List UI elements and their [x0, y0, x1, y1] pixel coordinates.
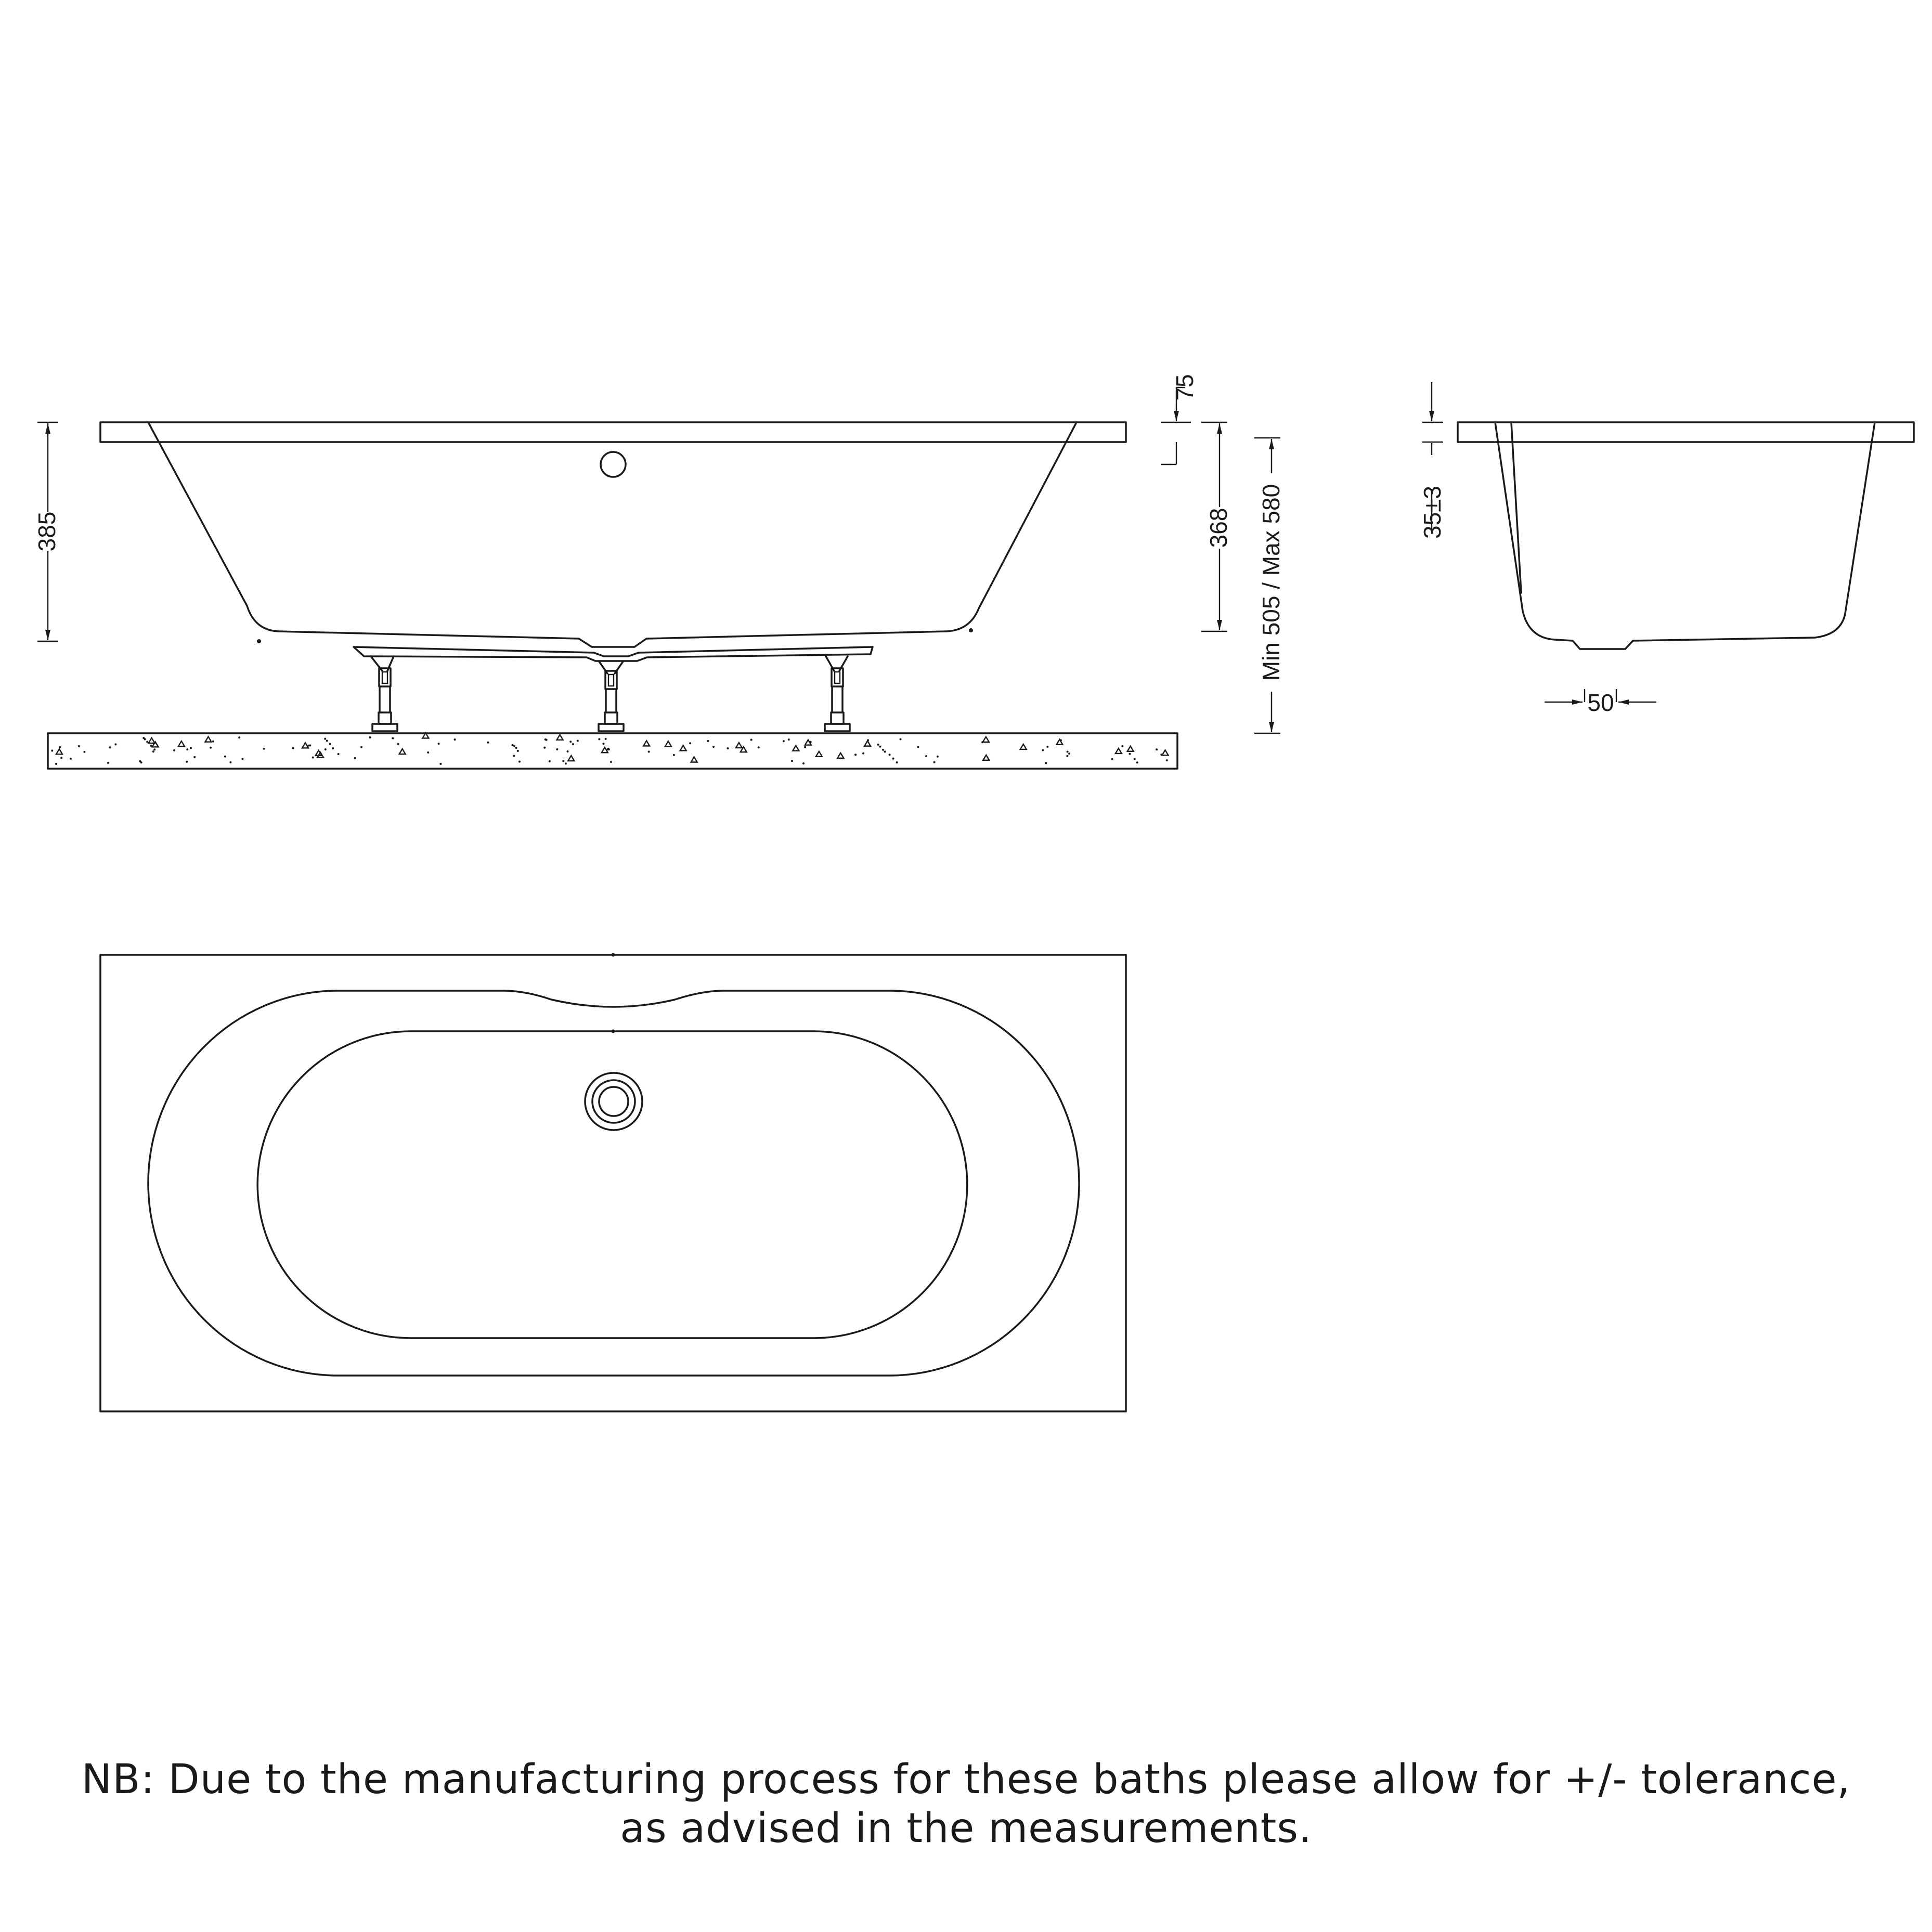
concrete-aggregate	[56, 749, 62, 754]
concrete-speck	[1067, 750, 1069, 753]
overflow-outlet	[601, 452, 626, 477]
concrete-speck	[360, 746, 362, 748]
dimension-inner-depth	[1201, 422, 1232, 631]
adjustable-leg-right	[825, 656, 850, 731]
leg-frame	[354, 647, 873, 661]
concrete-speck	[1134, 758, 1136, 760]
concrete-speck	[1129, 753, 1131, 755]
concrete-speck	[1166, 759, 1168, 761]
concrete-speck	[70, 758, 72, 760]
concrete-speck	[144, 738, 146, 741]
concrete-speck	[515, 747, 517, 749]
concrete-aggregate	[557, 735, 563, 740]
concrete-aggregate	[149, 738, 155, 743]
concrete-speck	[369, 736, 371, 738]
floor-slab	[48, 733, 1177, 769]
concrete-speck	[212, 741, 214, 743]
concrete-speck	[140, 761, 142, 763]
dimension-rim-thickness	[1161, 374, 1198, 464]
concrete-aggregate	[680, 745, 686, 750]
dimension-end-rim	[1419, 382, 1446, 539]
end-rim-top	[1458, 422, 1914, 442]
concrete-speck	[1068, 753, 1070, 755]
concrete-aggregate	[1116, 748, 1122, 754]
concrete-aggregate	[793, 746, 799, 751]
concrete-speck	[186, 748, 188, 750]
concrete-speck	[1060, 739, 1062, 741]
concrete-speck	[566, 750, 568, 753]
concrete-speck	[598, 738, 600, 740]
concrete-speck	[224, 756, 226, 758]
concrete-aggregate	[643, 741, 650, 746]
dimension-label-35: 35±3	[1419, 486, 1446, 539]
tolerance-note-line-2: as advised in the measurements.	[620, 1805, 1312, 1852]
dimension-label-50: 50	[1587, 689, 1614, 716]
concrete-speck	[892, 758, 894, 760]
bath-body-outline	[148, 422, 1077, 647]
dimension-base-step	[1545, 689, 1656, 716]
concrete-speck	[673, 754, 675, 756]
concrete-speck	[517, 750, 519, 752]
concrete-aggregate	[665, 741, 671, 746]
concrete-speck	[186, 761, 188, 763]
concrete-speck	[513, 755, 515, 757]
concrete-speck	[549, 760, 551, 762]
concrete-speck	[439, 763, 442, 765]
concrete-aggregate	[816, 751, 822, 757]
concrete-speck	[689, 742, 691, 744]
concrete-aggregate	[983, 755, 989, 760]
concrete-aggregate	[568, 756, 574, 761]
concrete-speck	[900, 738, 902, 740]
concrete-speck	[312, 756, 314, 758]
concrete-speck	[791, 760, 793, 762]
concrete-speck	[324, 738, 326, 740]
concrete-aggregate	[1162, 750, 1168, 755]
concrete-speck	[758, 746, 760, 748]
concrete-speck	[1046, 746, 1048, 748]
concrete-speck	[354, 757, 356, 759]
dimension-label-75: 75	[1171, 374, 1198, 401]
concrete-speck	[565, 762, 567, 764]
concrete-aggregate	[399, 749, 406, 754]
concrete-speck	[933, 761, 936, 763]
side-elevation	[33, 374, 1285, 769]
concrete-speck	[518, 760, 521, 762]
concrete-speck	[543, 747, 546, 749]
plan-outline	[100, 955, 1126, 1411]
end-elevation	[1419, 382, 1914, 716]
concrete-speck	[511, 744, 513, 746]
dimension-label-min-max: Min 505 / Max 580	[1257, 484, 1285, 681]
concrete-speck	[332, 747, 334, 749]
concrete-aggregate	[736, 743, 742, 748]
concrete-speck	[83, 751, 85, 753]
concrete-speck	[51, 749, 53, 751]
concrete-speck	[802, 762, 805, 764]
concrete-speck	[241, 758, 243, 760]
concrete-speck	[648, 750, 650, 753]
concrete-aggregate	[178, 741, 185, 746]
concrete-speck	[1156, 748, 1158, 750]
concrete-speck	[602, 743, 604, 745]
concrete-speck	[879, 746, 881, 748]
adjustable-leg-left	[371, 656, 397, 731]
concrete-speck	[513, 745, 515, 747]
concrete-speck	[152, 750, 154, 753]
concrete-speck	[78, 745, 80, 747]
concrete-speck	[190, 747, 192, 749]
concrete-speck	[229, 761, 231, 763]
concrete-speck	[562, 760, 564, 762]
concrete-speck	[877, 744, 879, 746]
concrete-speck	[1111, 758, 1113, 760]
concrete-aggregate	[205, 737, 211, 742]
concrete-speck	[392, 737, 394, 740]
concrete-speck	[454, 738, 456, 741]
concrete-speck	[608, 748, 610, 750]
concrete-speck	[981, 741, 983, 743]
concrete-aggregate	[864, 741, 871, 746]
concrete-speck	[210, 747, 212, 749]
end-body-outline	[1495, 422, 1875, 649]
concrete-speck	[810, 741, 812, 743]
concrete-speck	[326, 740, 328, 742]
concrete-speck	[329, 743, 331, 745]
concrete-speck	[610, 761, 612, 763]
concrete-speck	[707, 740, 709, 742]
concrete-speck	[307, 745, 309, 747]
concrete-speck	[544, 738, 547, 741]
concrete-speck	[925, 755, 927, 757]
concrete-speck	[114, 743, 116, 745]
dimension-overall-height	[33, 422, 60, 641]
concrete-speck	[750, 738, 753, 741]
concrete-speck	[1042, 749, 1044, 751]
concrete-hatching	[51, 733, 1168, 764]
concrete-speck	[173, 749, 175, 751]
concrete-speck	[487, 742, 489, 744]
concrete-speck	[572, 743, 574, 745]
concrete-speck	[556, 748, 558, 750]
concrete-speck	[153, 748, 155, 750]
concrete-speck	[884, 750, 886, 753]
plan-view	[100, 953, 1126, 1412]
plan-outer-bowl	[148, 991, 1079, 1376]
concrete-aggregate	[1020, 744, 1027, 749]
concrete-aggregate	[317, 753, 323, 758]
concrete-speck	[150, 745, 152, 747]
concrete-speck	[1136, 761, 1138, 763]
concrete-aggregate	[691, 757, 697, 762]
plan-inner-bowl	[257, 1031, 967, 1338]
dimension-label-385: 385	[33, 511, 60, 552]
concrete-speck	[238, 736, 240, 738]
concrete-speck	[788, 738, 790, 741]
concrete-speck	[109, 746, 111, 748]
concrete-speck	[1045, 762, 1047, 764]
concrete-aggregate	[983, 737, 989, 742]
concrete-speck	[193, 756, 196, 758]
concrete-speck	[55, 763, 57, 765]
concrete-speck	[1121, 745, 1123, 747]
concrete-speck	[727, 747, 729, 749]
dimension-floor-to-rim	[1254, 438, 1285, 733]
dimension-label-368: 368	[1205, 508, 1232, 548]
concrete-aggregate	[1127, 746, 1134, 751]
concrete-speck	[427, 751, 429, 754]
concrete-speck	[804, 746, 806, 748]
concrete-speck	[338, 753, 340, 755]
concrete-speck	[263, 748, 265, 750]
tolerance-note-line-1: NB: Due to the manufacturing process for these baths please allow for +/- tolerance,	[81, 1756, 1851, 1803]
concrete-speck	[146, 741, 148, 743]
concrete-speck	[889, 754, 891, 756]
adjustable-leg-center	[599, 662, 624, 731]
concrete-speck	[917, 746, 919, 748]
tolerance-note	[0, 1755, 1932, 1853]
concrete-speck	[783, 740, 785, 742]
concrete-speck	[896, 761, 898, 763]
bath-rim-top	[100, 422, 1126, 442]
concrete-speck	[712, 746, 715, 748]
concrete-speck	[1066, 755, 1068, 757]
concrete-speck	[397, 743, 399, 745]
concrete-speck	[862, 753, 864, 755]
concrete-speck	[59, 746, 61, 748]
concrete-speck	[937, 756, 939, 758]
concrete-aggregate	[837, 753, 844, 758]
concrete-speck	[577, 740, 579, 742]
concrete-speck	[325, 748, 327, 750]
concrete-speck	[60, 757, 62, 759]
concrete-speck	[438, 743, 440, 745]
concrete-speck	[882, 749, 884, 751]
concrete-speck	[605, 738, 607, 740]
concrete-speck	[292, 747, 294, 749]
waste-outlet	[585, 1073, 642, 1130]
concrete-speck	[107, 762, 109, 764]
concrete-speck	[854, 754, 857, 756]
concrete-speck	[569, 741, 572, 743]
